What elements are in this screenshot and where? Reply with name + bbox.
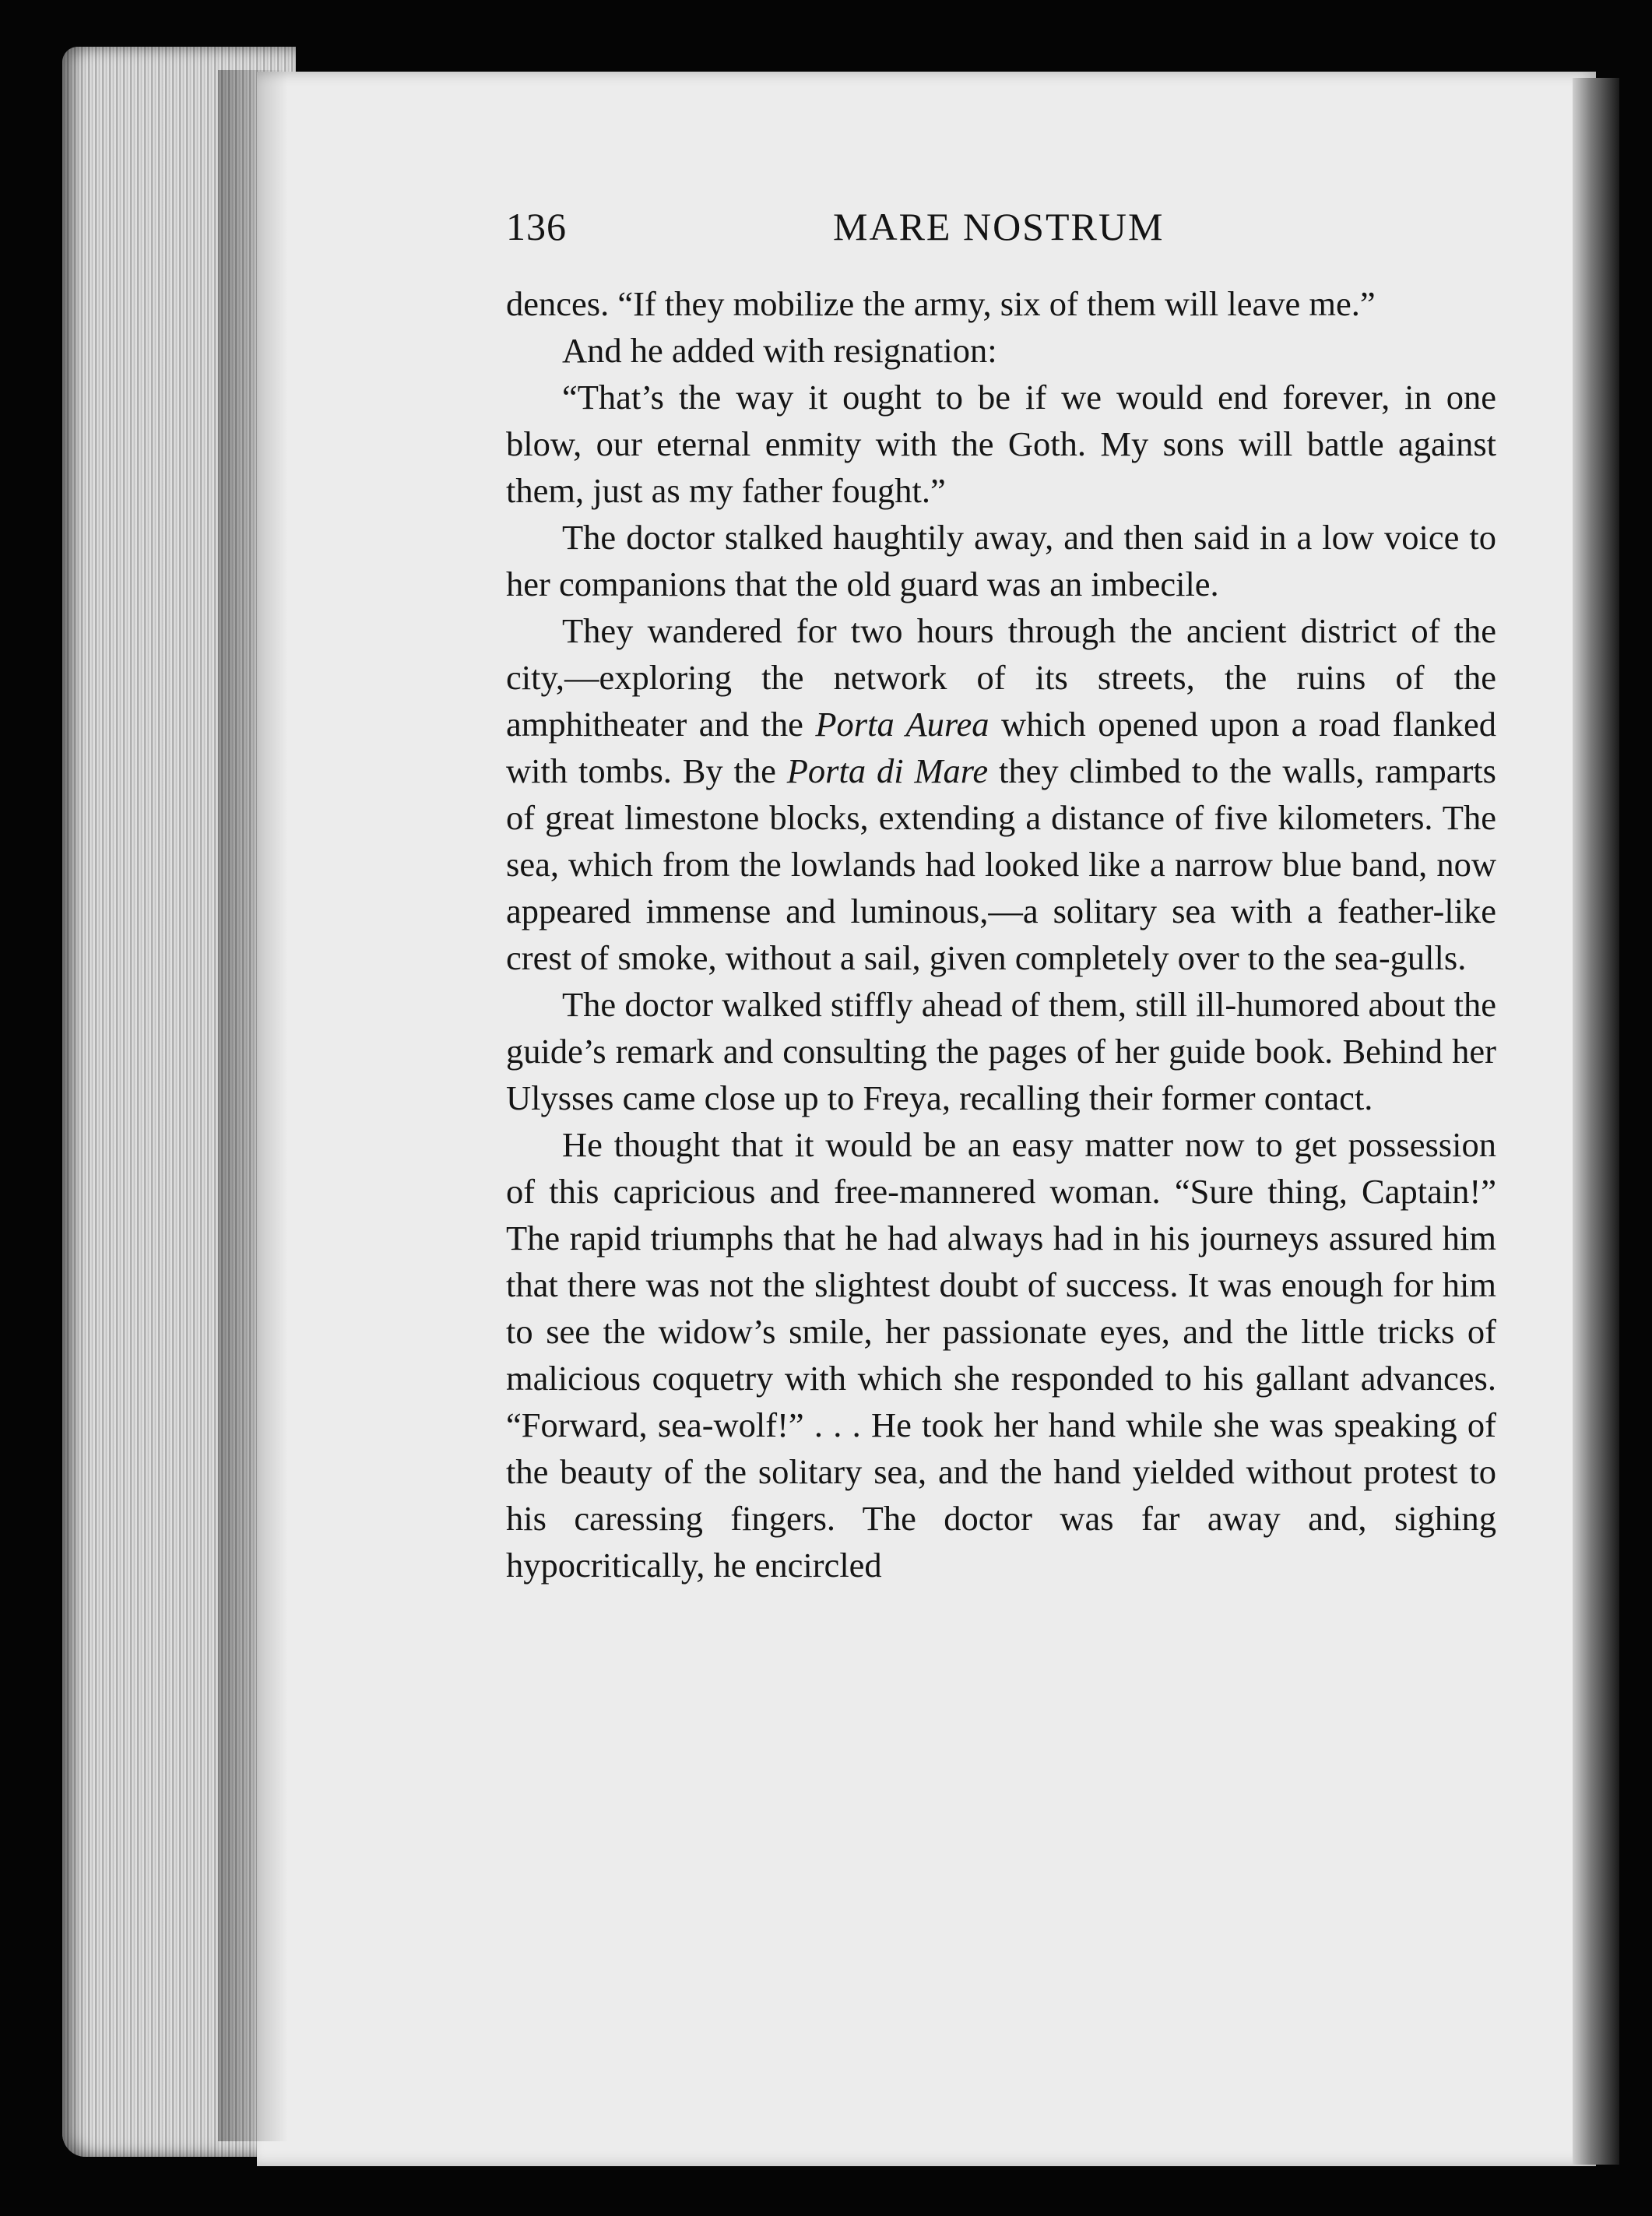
page-number: 136 [506,205,567,248]
paragraph-text: They wandered for two hours through the ancient district of the city,—exploring the network of its streets, the ruins of the amphitheater and the [506,611,1496,744]
body-text [506,280,1496,1588]
paragraph-text: “That’s the way it ought to be if we would end forever, in one blow, our eternal enmity with the Goth. My sons will battle against them, just as my father fought.” [506,378,1496,510]
paragraph-text: The doctor stalked haughtily away, and then said in a low voice to her companions that the old guard was an imbecile. [506,518,1496,603]
italic-place-name: Porta di Mare [786,751,989,790]
running-title: MARE NOSTRUM [833,205,1165,248]
italic-place-name: Porta Aurea [815,705,989,744]
paragraph [506,981,1496,1121]
paragraph [506,607,1496,981]
paragraph-text: And he added with resignation: [562,331,997,370]
paragraph-text: He thought that it would be an easy matter now to get possession of this capricious and free-mannered woman. “Sure thing, Captain!” The rapid triumphs that he had always had in his journeys assured him that there was not the slightest doubt of success. It was enough for him to see the widow’s smile, her passionate eyes, and the little tricks of malicious coquetry with which she responded to his gallant advances. “Forward, sea-wolf!” . . . He took her hand while she was speaking of the beauty of the solitary sea, and the hand yielded without protest to his caressing fingers. The doctor was far away and, sighing hypocritically, he encircled [506,1125,1496,1585]
paragraph [506,280,1496,327]
paragraph-text: dences. “If they mobilize the army, six of them will leave me.” [506,284,1376,323]
paragraph-text: they climbed to the walls, ramparts of great limestone blocks, extending a distance of five kilometers. The sea, which from the lowlands had looked like a narrow blue band, now appeared immense and luminous,—a solitary sea with a feather-like crest of smoke, without a sail, given completely over to the sea-gulls. [506,751,1496,977]
paragraph-text: which opened upon a road flanked with tombs. By the [506,705,1496,790]
paragraph [506,514,1496,607]
paragraph [506,374,1496,514]
paragraph-text: The doctor walked stiffly ahead of them, still ill-humored about the guide’s remark and consulting the pages of her guide book. Behind her Ulysses came close up to Freya, recalling their former contact. [506,985,1496,1117]
page-header [506,204,1487,259]
paragraph [506,1121,1496,1588]
paragraph [506,327,1496,374]
page-right-edge [1573,78,1619,2165]
gutter-shadow [218,70,288,2141]
